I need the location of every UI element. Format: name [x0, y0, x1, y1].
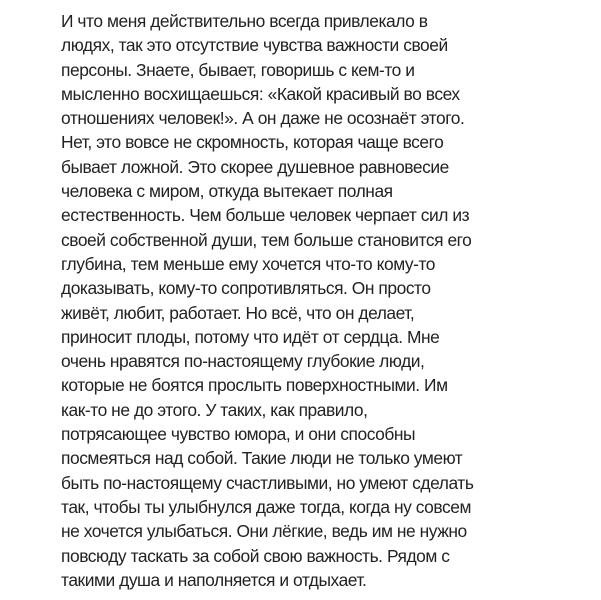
text-line: так, чтобы ты улыбнулся даже тогда, когда ну совсем: [61, 496, 471, 517]
text-line: как-то не до этого. У таких, как правило,: [61, 399, 368, 420]
text-line: людях, так это отсутствие чувства важности своей: [61, 35, 448, 56]
text-line: мысленно восхищаешься: «Какой красивый во всех: [61, 83, 460, 104]
text-line: посмеяться над собой. Такие люди не только умеют: [61, 448, 463, 469]
text-line: очень нравятся по-настоящему глубокие люди,: [61, 351, 425, 372]
text-line: живёт, любит, работает. Но всё, что он делает,: [61, 302, 415, 323]
text-line: потрясающее чувство юмора, и они способны: [61, 424, 416, 445]
body-text: [61, 9, 581, 592]
text-line: своей собственной души, тем больше становится его: [61, 229, 472, 250]
text-line: естественность. Чем больше человек черпает сил из: [61, 205, 470, 226]
text-line: повсюду таскать за собой свою важность. Рядом с: [61, 545, 450, 566]
text-line: такими душа и наполняется и отдыхает.: [61, 569, 367, 590]
text-line: человека с миром, откуда вытекает полная: [61, 181, 393, 202]
text-line: отношениях человек!». А он даже не осознаёт этого.: [61, 108, 465, 129]
text-line: не хочется улыбаться. Они лёгкие, ведь им не нужно: [61, 521, 467, 542]
text-line: быть по-настоящему счастливыми, но умеют сделать: [61, 472, 474, 493]
text-line: Нет, это вовсе не скромность, которая чаще всего: [61, 132, 444, 153]
text-line: приносит плоды, потому что идёт от сердца. Мне: [61, 326, 440, 347]
text-line: доказывать, кому-то сопротивляться. Он просто: [61, 278, 431, 299]
text-line: глубина, тем меньше ему хочется что-то кому-то: [61, 253, 436, 274]
text-line: И что меня действительно всегда привлекало в: [61, 11, 428, 31]
text-line: бывает ложной. Это скорее душевное равновесие: [61, 156, 449, 177]
text-line: которые не боятся прослыть поверхностными. Им: [61, 375, 448, 396]
text-line: персоны. Знаете, бывает, говоришь с кем-то и: [61, 59, 415, 80]
